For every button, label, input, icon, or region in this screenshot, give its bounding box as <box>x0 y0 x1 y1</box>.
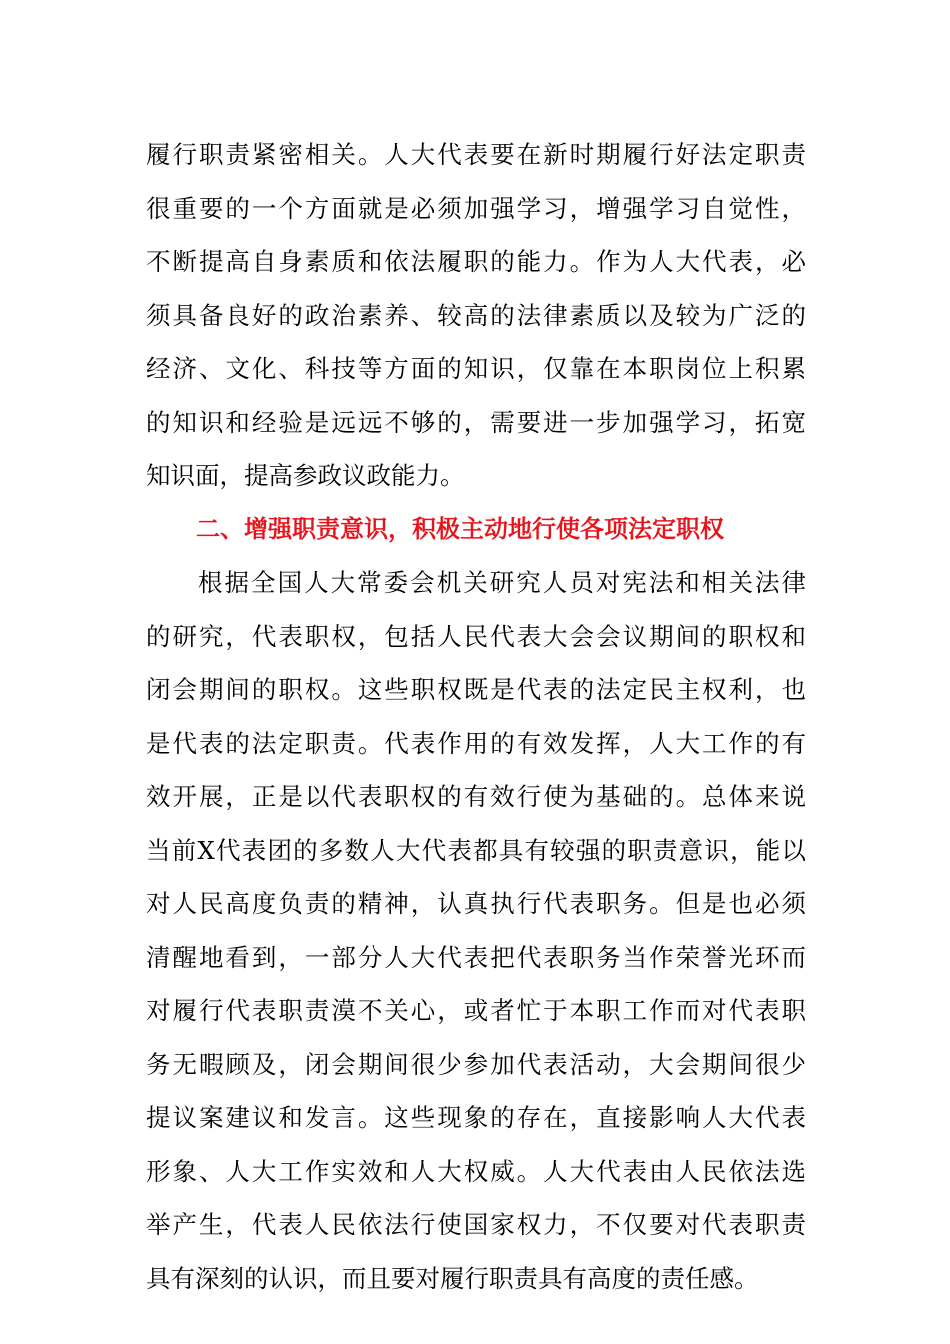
text-line: 履行职责紧密相关。人大代表要在新时期履行好法定职责 <box>146 140 806 169</box>
paragraph-continuation <box>146 128 806 503</box>
document-body <box>146 128 806 1305</box>
text-line: 经济、文化、科技等方面的知识，仅靠在本职岗位上积累 <box>146 354 806 383</box>
text-line: 根据全国人大常委会机关研究人员对宪法和相关法律 <box>198 568 806 597</box>
text-line: 是代表的法定职责。代表作用的有效发挥，人大工作的有 <box>146 728 806 758</box>
text-line: 举产生，代表人民依法行使国家权力，不仅要对代表职责 <box>146 1210 806 1239</box>
text-line: 须具备良好的政治素养、较高的法律素质以及较为广泛的 <box>146 300 806 330</box>
text-line: 对人民高度负责的精神，认真执行代表职务。但是也必须 <box>146 889 806 918</box>
text-line: 对履行代表职责漠不关心，或者忙于本职工作而对代表职 <box>146 996 806 1025</box>
text-line: 形象、人大工作实效和人大权威。人大代表由人民依法选 <box>146 1156 806 1186</box>
text-line: 知识面，提高参政议政能力。 <box>146 461 465 490</box>
text-line: 务无暇顾及，闭会期间很少参加代表活动，大会期间很少 <box>146 1049 806 1079</box>
paragraph-body <box>146 556 806 1305</box>
text-line: 闭会期间的职权。这些职权既是代表的法定民主权利，也 <box>146 675 806 704</box>
text-line: 效开展，正是以代表职权的有效行使为基础的。总体来说 <box>146 782 806 811</box>
text-line: 清醒地看到，一部分人大代表把代表职务当作荣誉光环而 <box>146 942 806 972</box>
text-line: 不断提高自身素质和依法履职的能力。作为人大代表，必 <box>146 247 806 276</box>
text-line: 提议案建议和发言。这些现象的存在，直接影响人大代表 <box>146 1103 806 1132</box>
text-line: 的知识和经验是远远不够的，需要进一步加强学习，拓宽 <box>146 407 806 437</box>
text-line: 的研究，代表职权，包括人民代表大会会议期间的职权和 <box>146 621 806 651</box>
section-heading: 二、增强职责意识，积极主动地行使各项法定职权 <box>196 514 724 543</box>
text-line: 当前X代表团的多数人大代表都具有较强的职责意识，能以 <box>146 835 806 865</box>
text-line: 很重要的一个方面就是必须加强学习，增强学习自觉性， <box>146 193 806 223</box>
text-line: 具有深刻的认识，而且要对履行职责具有高度的责任感。 <box>146 1263 759 1293</box>
